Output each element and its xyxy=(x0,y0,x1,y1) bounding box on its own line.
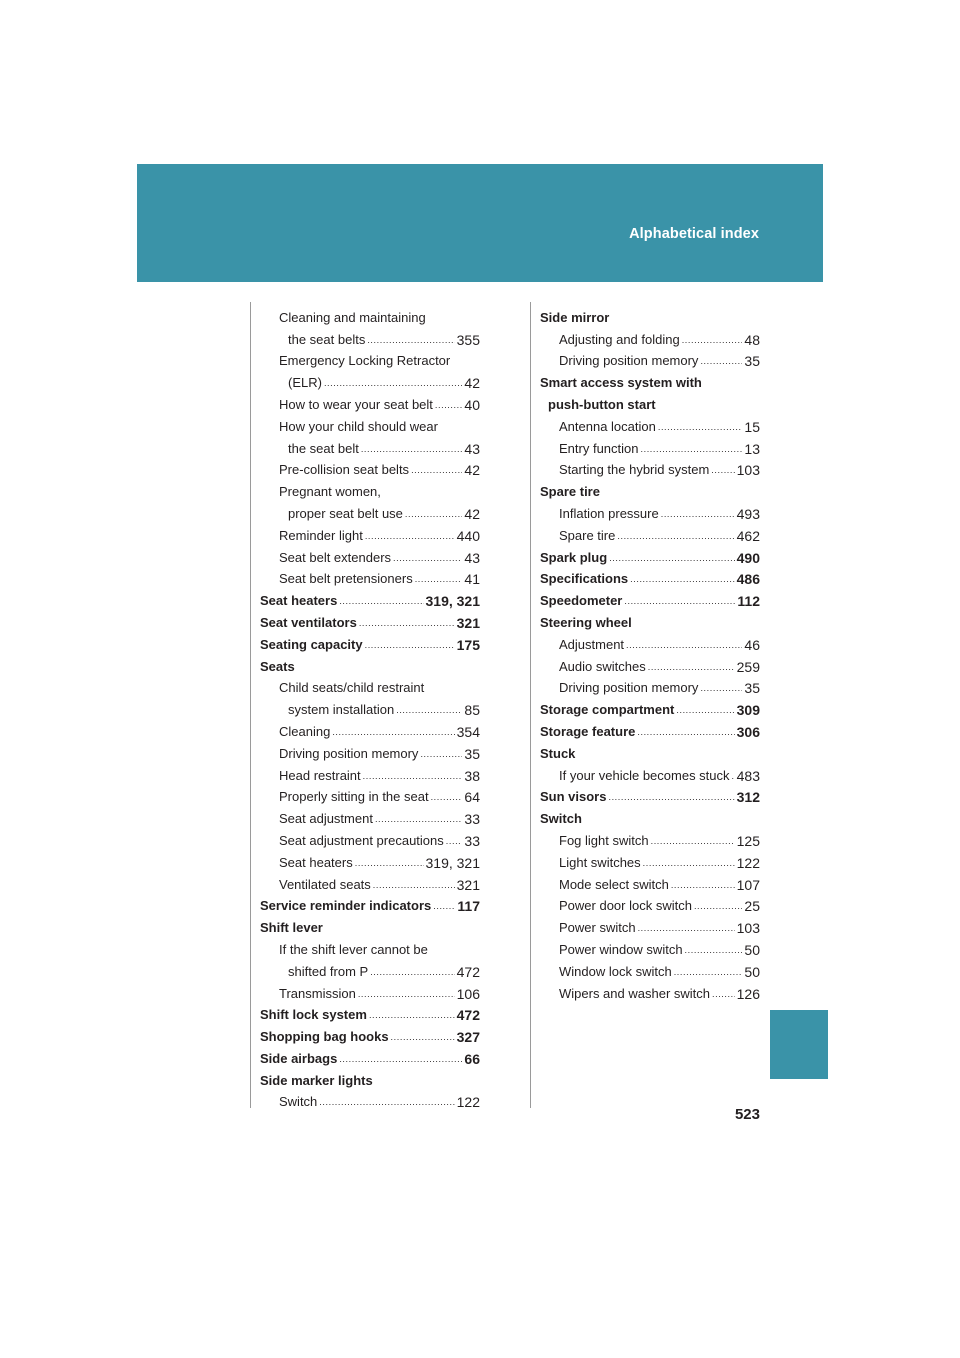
index-entry xyxy=(260,827,480,849)
dot-leader xyxy=(433,898,455,914)
index-page-ref: 25 xyxy=(744,898,760,915)
index-entry-label: (ELR) xyxy=(288,375,322,391)
index-entry-label: Antenna location xyxy=(559,418,656,434)
index-entry xyxy=(540,696,760,718)
dot-leader xyxy=(446,833,463,849)
dot-leader xyxy=(369,1007,455,1023)
index-heading xyxy=(540,805,760,827)
index-entry-label: Inflation pressure xyxy=(559,505,659,521)
index-page-ref: 306 xyxy=(736,723,760,740)
index-entry-label: Light switches xyxy=(559,854,641,870)
index-page-ref: 319, 321 xyxy=(425,854,480,871)
index-entry xyxy=(260,740,480,762)
dot-leader xyxy=(391,1029,455,1045)
index-entry xyxy=(260,696,480,718)
index-page-ref: 175 xyxy=(456,636,480,653)
dot-leader xyxy=(324,375,462,391)
index-entry xyxy=(260,980,480,1002)
dot-leader xyxy=(648,659,735,675)
dot-leader xyxy=(676,702,734,718)
index-entry xyxy=(260,391,480,413)
left-divider xyxy=(250,302,251,1108)
index-entry-label: Sun visors xyxy=(540,789,607,805)
index-page-ref: 40 xyxy=(464,396,480,413)
index-entry xyxy=(540,500,760,522)
index-heading-label: Emergency Locking Retractor xyxy=(279,353,451,369)
dot-leader xyxy=(359,615,455,631)
index-entry xyxy=(260,805,480,827)
index-entry-label: Seat heaters xyxy=(279,854,353,870)
index-page-ref: 46 xyxy=(744,636,760,653)
index-page-ref: 112 xyxy=(737,593,760,610)
dot-leader xyxy=(431,789,463,805)
index-entry-label: Switch xyxy=(279,1094,318,1110)
index-heading-label: Spare tire xyxy=(540,484,600,500)
dot-leader xyxy=(396,702,462,718)
index-entry xyxy=(540,631,760,653)
index-page-ref: 13 xyxy=(744,440,760,457)
page-title: Alphabetical index xyxy=(629,226,759,242)
index-page-ref: 319, 321 xyxy=(425,593,480,610)
index-heading xyxy=(540,740,760,762)
dot-leader xyxy=(332,724,454,740)
index-entry-label: If your vehicle becomes stuck xyxy=(559,767,730,783)
center-divider xyxy=(530,302,531,1108)
index-heading-label: Smart access system with xyxy=(540,375,702,391)
index-entry xyxy=(260,762,480,784)
dot-leader xyxy=(420,746,462,762)
index-entry-label: Spare tire xyxy=(559,527,616,543)
dot-leader xyxy=(630,571,735,587)
index-page-ref: 50 xyxy=(744,941,760,958)
index-entry-label: Starting the hybrid system xyxy=(559,462,710,478)
index-entry-label: Storage compartment xyxy=(540,702,675,718)
dot-leader xyxy=(700,680,742,696)
index-page-ref: 472 xyxy=(456,1007,480,1024)
index-entry-label: Wipers and washer switch xyxy=(559,985,710,1001)
index-entry xyxy=(260,457,480,479)
index-page-ref: 440 xyxy=(456,527,480,544)
index-column-right xyxy=(540,304,760,1002)
index-entry-label: Seat belt pretensioners xyxy=(279,571,413,587)
index-heading xyxy=(260,478,480,500)
index-entry-label: the seat belt xyxy=(288,440,359,456)
index-page-ref: 103 xyxy=(736,462,760,479)
index-entry-label: Seat adjustment precautions xyxy=(279,832,444,848)
index-page-ref: 486 xyxy=(736,571,760,588)
index-entry-label: Adjustment xyxy=(559,636,625,652)
index-heading-label: Cleaning and maintaining xyxy=(279,309,426,325)
index-entry xyxy=(540,762,760,784)
index-page-ref: 122 xyxy=(456,1094,480,1111)
index-heading xyxy=(260,304,480,326)
header-band xyxy=(137,164,823,282)
index-page-ref: 15 xyxy=(744,418,760,435)
index-page-ref: 42 xyxy=(464,505,480,522)
dot-leader xyxy=(617,528,734,544)
index-page-ref: 490 xyxy=(736,549,760,566)
index-entry xyxy=(260,871,480,893)
dot-leader xyxy=(651,833,735,849)
index-entry-label: Speedometer xyxy=(540,593,623,609)
index-entry-label: shifted from P xyxy=(288,963,369,979)
index-heading xyxy=(540,369,760,391)
dot-leader xyxy=(435,397,463,413)
index-entry-label: the seat belts xyxy=(288,331,366,347)
index-page-ref: 462 xyxy=(736,527,760,544)
dot-leader xyxy=(373,877,455,893)
index-entry xyxy=(540,980,760,1002)
index-heading xyxy=(260,653,480,675)
index-page-ref: 354 xyxy=(456,723,480,740)
dot-leader xyxy=(643,855,735,871)
dot-leader xyxy=(365,528,455,544)
index-entry-label: proper seat belt use xyxy=(288,505,403,521)
index-entry xyxy=(260,522,480,544)
index-page-ref: 33 xyxy=(464,811,480,828)
index-entry-label: Audio switches xyxy=(559,658,646,674)
index-heading xyxy=(540,304,760,326)
index-entry xyxy=(540,587,760,609)
dot-leader xyxy=(626,637,742,653)
index-entry xyxy=(260,893,480,915)
index-entry-label: Service reminder indicators xyxy=(260,898,432,914)
index-entry xyxy=(540,914,760,936)
index-page-ref: 42 xyxy=(464,375,480,392)
index-entry xyxy=(540,827,760,849)
index-entry-label: Window lock switch xyxy=(559,963,672,979)
index-entry-label: Seat heaters xyxy=(260,593,338,609)
index-heading xyxy=(540,478,760,500)
index-heading xyxy=(260,1067,480,1089)
index-entry xyxy=(260,1002,480,1024)
dot-leader xyxy=(355,855,424,871)
index-page-ref: 43 xyxy=(464,440,480,457)
index-entry xyxy=(260,631,480,653)
index-page-ref: 106 xyxy=(456,985,480,1002)
index-heading-label: Side mirror xyxy=(540,309,610,325)
index-page-ref: 48 xyxy=(744,331,760,348)
index-entry-label: Power switch xyxy=(559,920,636,936)
index-entry xyxy=(260,849,480,871)
index-entry xyxy=(540,413,760,435)
index-page-ref: 64 xyxy=(464,789,480,806)
dot-leader xyxy=(393,550,462,566)
index-entry-label: Seat adjustment xyxy=(279,811,373,827)
index-entry-label: Seat ventilators xyxy=(260,614,357,630)
index-entry xyxy=(540,566,760,588)
dot-leader xyxy=(682,332,743,348)
index-entry xyxy=(540,326,760,348)
index-entry xyxy=(260,718,480,740)
index-page-ref: 309 xyxy=(736,702,760,719)
index-column-left xyxy=(260,304,480,1110)
index-page-ref: 483 xyxy=(736,767,760,784)
index-entry-label: Shopping bag hooks xyxy=(260,1029,389,1045)
dot-leader xyxy=(671,877,735,893)
index-page-ref: 122 xyxy=(736,854,760,871)
index-heading xyxy=(540,391,760,413)
dot-leader xyxy=(415,571,463,587)
index-page-ref: 103 xyxy=(736,920,760,937)
index-page-ref: 66 xyxy=(464,1050,480,1067)
index-entry xyxy=(540,544,760,566)
index-page-ref: 126 xyxy=(736,985,760,1002)
index-entry-label: Transmission xyxy=(279,985,356,1001)
dot-leader xyxy=(674,964,743,980)
dot-leader xyxy=(363,768,463,784)
index-heading-label: Seats xyxy=(260,658,295,674)
index-entry xyxy=(260,784,480,806)
index-entry xyxy=(260,958,480,980)
index-heading-label: Shift lever xyxy=(260,920,323,936)
index-entry-label: Specifications xyxy=(540,571,629,587)
index-entry xyxy=(540,435,760,457)
dot-leader xyxy=(411,462,462,478)
dot-leader xyxy=(375,811,462,827)
dot-leader xyxy=(685,942,743,958)
index-heading-label: Switch xyxy=(540,811,582,827)
index-entry-label: Power window switch xyxy=(559,941,683,957)
index-heading-label: If the shift lever cannot be xyxy=(279,941,428,957)
index-page-ref: 125 xyxy=(736,832,760,849)
index-entry-label: Reminder light xyxy=(279,527,363,543)
index-page-ref: 35 xyxy=(744,353,760,370)
index-entry xyxy=(540,936,760,958)
dot-leader xyxy=(658,419,743,435)
index-entry xyxy=(260,544,480,566)
index-entry xyxy=(260,500,480,522)
index-heading-label: Pregnant women, xyxy=(279,484,381,500)
index-page-ref: 35 xyxy=(744,680,760,697)
index-entry xyxy=(540,893,760,915)
index-entry xyxy=(540,522,760,544)
dot-leader xyxy=(641,441,743,457)
index-entry xyxy=(260,1045,480,1067)
index-entry-label: Cleaning xyxy=(279,723,331,739)
index-entry-label: Fog light switch xyxy=(559,832,649,848)
index-entry xyxy=(540,675,760,697)
index-page-ref: 472 xyxy=(456,963,480,980)
dot-leader xyxy=(367,332,454,348)
index-page-ref: 38 xyxy=(464,767,480,784)
index-heading-label: How your child should wear xyxy=(279,418,438,434)
index-page-ref: 107 xyxy=(736,876,760,893)
index-heading-label: Stuck xyxy=(540,745,576,761)
dot-leader xyxy=(624,593,735,609)
dot-leader xyxy=(405,506,463,522)
index-heading-label: push-button start xyxy=(548,396,656,412)
index-entry xyxy=(540,871,760,893)
dot-leader xyxy=(661,506,735,522)
dot-leader xyxy=(361,441,463,457)
dot-leader xyxy=(637,724,734,740)
index-entry xyxy=(260,587,480,609)
index-page-ref: 259 xyxy=(736,658,760,675)
index-heading xyxy=(260,348,480,370)
dot-leader xyxy=(700,353,742,369)
index-page-ref: 41 xyxy=(464,571,480,588)
dot-leader xyxy=(608,789,734,805)
index-entry xyxy=(540,718,760,740)
index-entry xyxy=(260,435,480,457)
index-entry xyxy=(260,1089,480,1111)
index-entry-label: Head restraint xyxy=(279,767,361,783)
index-page-ref: 42 xyxy=(464,462,480,479)
index-page-ref: 85 xyxy=(464,702,480,719)
index-page-ref: 50 xyxy=(744,963,760,980)
index-entry xyxy=(260,1023,480,1045)
dot-leader xyxy=(365,637,455,653)
index-entry xyxy=(540,849,760,871)
index-entry-label: Adjusting and folding xyxy=(559,331,680,347)
dot-leader xyxy=(638,920,735,936)
index-page-ref: 321 xyxy=(456,614,480,631)
index-page-ref: 43 xyxy=(464,549,480,566)
index-page-ref: 33 xyxy=(464,832,480,849)
index-page-ref: 327 xyxy=(456,1029,480,1046)
index-entry-label: Storage feature xyxy=(540,723,636,739)
index-heading xyxy=(260,914,480,936)
index-entry xyxy=(540,457,760,479)
index-entry-label: Seating capacity xyxy=(260,636,363,652)
dot-leader xyxy=(358,986,455,1002)
page-number: 523 xyxy=(734,1106,760,1123)
index-entry-label: Mode select switch xyxy=(559,876,669,892)
index-page-ref: 493 xyxy=(736,505,760,522)
index-entry xyxy=(540,784,760,806)
dot-leader xyxy=(339,593,423,609)
index-page-ref: 355 xyxy=(456,331,480,348)
dot-leader xyxy=(712,986,735,1002)
index-entry xyxy=(260,609,480,631)
index-entry xyxy=(540,653,760,675)
dot-leader xyxy=(609,550,734,566)
index-entry-label: Spark plug xyxy=(540,549,608,565)
index-entry-label: system installation xyxy=(288,702,395,718)
index-entry-label: Properly sitting in the seat xyxy=(279,789,429,805)
index-entry-label: Entry function xyxy=(559,440,639,456)
index-entry-label: Driving position memory xyxy=(559,353,699,369)
index-heading-label: Steering wheel xyxy=(540,614,632,630)
index-entry-label: Pre-collision seat belts xyxy=(279,462,410,478)
dot-leader xyxy=(711,462,734,478)
index-heading-label: Side marker lights xyxy=(260,1072,373,1088)
section-tab xyxy=(770,1010,828,1079)
dot-leader xyxy=(370,964,454,980)
index-heading xyxy=(540,609,760,631)
index-entry-label: Ventilated seats xyxy=(279,876,371,892)
index-entry xyxy=(260,566,480,588)
dot-leader xyxy=(732,768,735,784)
index-entry-label: Driving position memory xyxy=(559,680,699,696)
index-entry-label: Side airbags xyxy=(260,1050,338,1066)
index-heading xyxy=(260,675,480,697)
index-entry xyxy=(540,958,760,980)
index-heading-label: Child seats/child restraint xyxy=(279,680,425,696)
index-entry-label: Shift lock system xyxy=(260,1007,367,1023)
index-entry-label: Power door lock switch xyxy=(559,898,692,914)
index-entry-label: How to wear your seat belt xyxy=(279,396,433,412)
index-entry xyxy=(260,326,480,348)
dot-leader xyxy=(339,1051,462,1067)
index-page-ref: 117 xyxy=(457,898,480,915)
index-page-ref: 35 xyxy=(464,745,480,762)
dot-leader xyxy=(694,898,742,914)
dot-leader xyxy=(319,1094,454,1110)
index-heading xyxy=(260,936,480,958)
index-page-ref: 312 xyxy=(736,789,760,806)
index-entry-label: Seat belt extenders xyxy=(279,549,392,565)
index-entry-label: Driving position memory xyxy=(279,745,419,761)
index-page-ref: 321 xyxy=(456,876,480,893)
index-heading xyxy=(260,413,480,435)
index-entry xyxy=(260,369,480,391)
index-entry xyxy=(540,348,760,370)
